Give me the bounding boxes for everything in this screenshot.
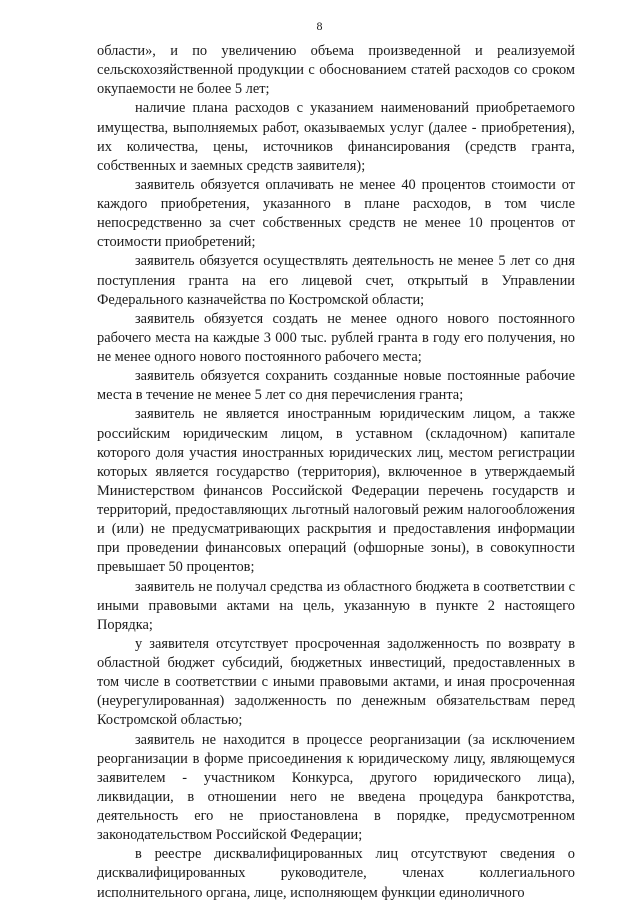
paragraph-payment-obligation: заявитель обязуется оплачивать не менее 40 процентов стоимости от каждого приобретения, указанного в плане расходов, в том числе непосредственно за счет собственных средств не менее 10 процентов от стоимости приобретений; [97,176,575,251]
paragraph-activity-obligation: заявитель обязуется осуществлять деятельность не менее 5 лет со дня поступления гранта на его лицевой счет, открытый в Управлении Федерального казначейства по Костромской области; [97,253,575,308]
paragraph-job-creation: заявитель обязуется создать не менее одного нового постоянного рабочего места на каждые 3 000 тыс. рублей гранта в году его получения, но не менее одного нового постоянного рабочего места; [97,310,575,365]
paragraph-disqualified-registry: в реестре дисквалифицированных лиц отсутствуют сведения о дисквалифицированных руководителе, членах коллегиального исполнительного органа, лице, исполняющем функции единоличного [97,846,575,901]
paragraph-no-regional-funds: заявитель не получал средства из областного бюджета в соответствии с иными правовыми актами на цель, указанную в пункте 2 настоящего Порядка; [97,578,575,633]
paragraph-continuation: области», и по увеличению объема произведенной и реализуемой сельскохозяйственной продукции с обоснованием статей расходов со сроком окупаемости не более 5 лет; [97,43,575,98]
paragraph-foreign-entity: заявитель не является иностранным юридическим лицом, а также российским юридическим лицом, в уставном (складочном) капитале которого доля участия иностранных юридических лиц, местом регистрации которых является государство (территория), включенное в утверждаемый Министерством финансов Российской Федерации перечень государств и территорий, предоставляющих льготный налоговый режим налогообложения и (или) не предусматривающих раскрытия и предоставления информации при проведении финансовых операций (офшорные зоны), в совокупности превышает 50 процентов; [97,406,575,576]
paragraph-no-reorganization: заявитель не находится в процессе реорганизации (за исключением реорганизации в форме присоединения к юридическому лицу, являющемуся заявителем - участником Конкурса, другого юридического лица), ликвидации, в отношении него не введена процедура банкротства, деятельность его не приостановлена в порядке, предусмотренном законодательством Российской Федерации; [97,731,575,844]
paragraph-job-retention: заявитель обязуется сохранить созданные новые постоянные рабочие места в течение не менее 5 лет со дня перечисления гранта; [97,368,575,404]
document-body [97,42,575,903]
paragraph-no-debt: у заявителя отсутствует просроченная задолженность по возврату в областной бюджет субсидий, бюджетных инвестиций, предоставленных в том числе в соответствии с иными правовыми актами, и иная просроченная (неурегулированная) задолженность по денежным обязательствам перед Костромской областью; [97,635,575,729]
page-number: 8 [316,19,323,33]
paragraph-expense-plan: наличие плана расходов с указанием наименований приобретаемого имущества, выполняемых работ, оказываемых услуг (далее - приобретения), их количества, цены, источников финансирования (средств гранта, собственных и заемных средств заявителя); [97,100,575,174]
